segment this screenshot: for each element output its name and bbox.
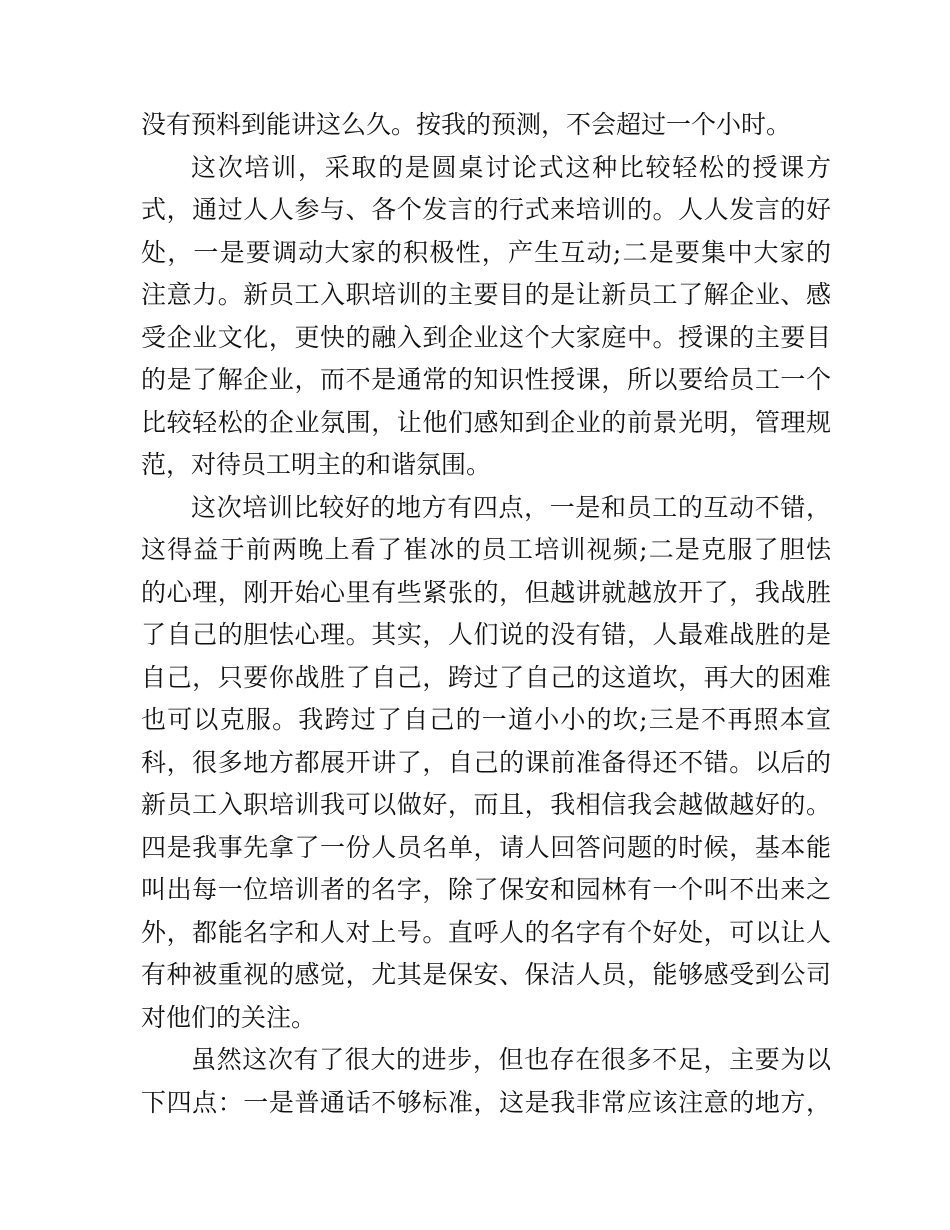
text-line: 的是了解企业，而不是通常的知识性授课，所以要给员工一个 bbox=[141, 365, 831, 394]
paragraph bbox=[141, 1039, 831, 1124]
text-line: 也可以克服。我跨过了自己的一道小小的坎;三是不再照本宣 bbox=[141, 705, 831, 734]
text-line: 式，通过人人参与、各个发言的行式来培训的。人人发言的好 bbox=[141, 195, 831, 224]
text-line: 处，一是要调动大家的积极性，产生互动;二是要集中大家的 bbox=[141, 237, 831, 267]
text-line: 了自己的胆怯心理。其实，人们说的没有错，人最难战胜的是 bbox=[141, 620, 831, 649]
text-line: 有种被重视的感觉，尤其是保安、保洁人员，能够感受到公司 bbox=[141, 960, 831, 989]
text-line: 范，对待员工明主的和谐氛围。 bbox=[141, 450, 492, 479]
text-line: 的心理，刚开始心里有些紧张的，但越讲就越放开了，我战胜 bbox=[141, 577, 831, 607]
text-line: 自己，只要你战胜了自己，跨过了自己的这道坎，再大的困难 bbox=[141, 662, 831, 692]
text-line: 虽然这次有了很大的进步，但也存在很多不足，主要为以 bbox=[191, 1045, 831, 1074]
text-line: 外，都能名字和人对上号。直呼人的名字有个好处，可以让人 bbox=[141, 917, 831, 947]
text-line: 新员工入职培训我可以做好，而且，我相信我会越做越好的。 bbox=[141, 790, 831, 819]
text-line: 科，很多地方都展开讲了，自己的课前准备得还不错。以后的 bbox=[141, 747, 831, 777]
text-line: 比较轻松的企业氛围，让他们感知到企业的前景光明，管理规 bbox=[141, 407, 831, 437]
paragraph bbox=[141, 104, 831, 147]
text-line: 这得益于前两晚上看了崔冰的员工培训视频;二是克服了胆怯 bbox=[141, 535, 831, 564]
text-line: 对他们的关注。 bbox=[141, 1002, 317, 1032]
text-line: 叫出每一位培训者的名字，除了保安和园林有一个叫不出来之 bbox=[141, 875, 831, 904]
text-line: 下四点：一是普通话不够标准，这是我非常应该注意的地方， bbox=[141, 1087, 831, 1117]
paragraph bbox=[141, 487, 831, 1040]
document-body bbox=[141, 104, 831, 1124]
text-line: 受企业文化，更快的融入到企业这个大家庭中。授课的主要目 bbox=[141, 322, 831, 352]
text-line: 没有预料到能讲这么久。按我的预测，不会超过一个小时。 bbox=[141, 110, 792, 139]
text-line: 四是我事先拿了一份人员名单，请人回答问题的时候，基本能 bbox=[141, 832, 831, 862]
paragraph bbox=[141, 147, 831, 487]
text-line: 这次培训，采取的是圆桌讨论式这种比较轻松的授课方 bbox=[191, 152, 831, 182]
text-line: 这次培训比较好的地方有四点，一是和员工的互动不错， bbox=[191, 492, 831, 522]
text-line: 注意力。新员工入职培训的主要目的是让新员工了解企业、感 bbox=[141, 280, 831, 309]
